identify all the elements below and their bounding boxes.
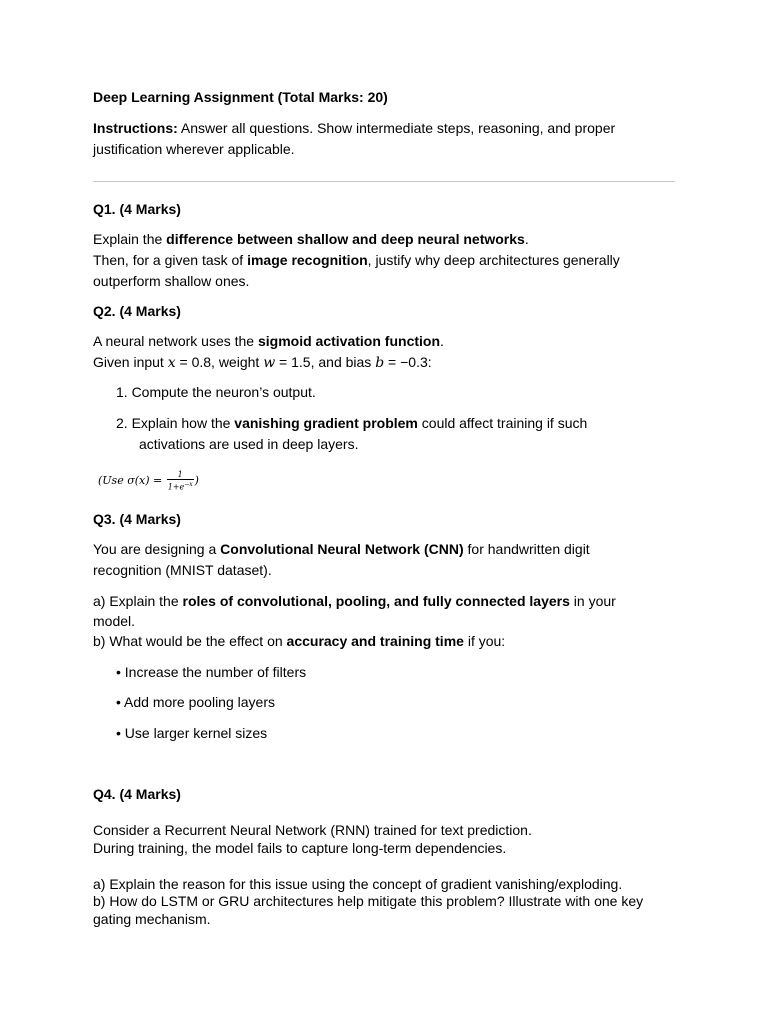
q3-bullet: • Add more pooling layers xyxy=(116,694,275,710)
q4-line-1: Consider a Recurrent Neural Network (RNN) trained for text prediction. xyxy=(93,822,532,838)
q3-heading: Q3. (4 Marks) xyxy=(93,511,181,527)
instructions-line-2: justification wherever applicable. xyxy=(93,141,295,157)
q2-text: = 1.5, and bias xyxy=(275,354,376,370)
document-title: Deep Learning Assignment (Total Marks: 20) xyxy=(93,89,388,105)
q2-var-b: b xyxy=(375,355,385,371)
q1-text: , justify why deep architectures generally xyxy=(367,252,620,268)
q2-text: 2. Explain how the xyxy=(116,415,235,431)
q3-emphasis: roles of convolutional, pooling, and fully connected layers xyxy=(182,593,570,609)
instructions-line-1 xyxy=(93,118,615,138)
q2-var-w: w xyxy=(263,355,276,371)
q3-text: if you: xyxy=(463,633,506,649)
q2-text: . xyxy=(440,333,444,349)
q1-line-1 xyxy=(93,229,529,249)
q3-text: You are designing a xyxy=(93,541,221,557)
q3-text: in your xyxy=(569,593,616,609)
q2-emphasis: vanishing gradient problem xyxy=(234,415,418,431)
q1-emphasis: image recognition xyxy=(247,252,368,268)
formula-fraction xyxy=(167,470,194,492)
q4-part-a: a) Explain the reason for this issue using the concept of gradient vanishing/exploding. xyxy=(93,876,623,892)
q1-line-3: outperform shallow ones. xyxy=(93,273,250,289)
q3-text: b) What would be the effect on xyxy=(93,633,287,649)
q4-line-2: During training, the model fails to capture long-term dependencies. xyxy=(93,840,507,856)
q2-line-2 xyxy=(93,352,432,373)
q2-item-2 xyxy=(116,413,587,433)
q2-item-2-cont: activations are used in deep layers. xyxy=(139,436,359,452)
q3-part-b xyxy=(93,631,505,651)
formula-numerator: 1 xyxy=(167,470,194,480)
q4-heading: Q4. (4 Marks) xyxy=(93,786,181,802)
q2-item-1: 1. Compute the neuron’s output. xyxy=(116,384,316,400)
q3-bullet: • Use larger kernel sizes xyxy=(116,725,268,741)
instructions-label: Instructions: xyxy=(93,120,178,136)
formula-exponent: −x xyxy=(184,481,193,488)
section-divider xyxy=(93,181,675,182)
q3-text: a) Explain the xyxy=(93,593,183,609)
q2-heading: Q2. (4 Marks) xyxy=(93,303,181,319)
q1-emphasis: difference between shallow and deep neural networks xyxy=(166,231,525,247)
q1-heading: Q1. (4 Marks) xyxy=(93,201,181,217)
q4-part-b-cont: gating mechanism. xyxy=(93,911,211,927)
q3-text: for handwritten digit xyxy=(463,541,590,557)
q1-text: Explain the xyxy=(93,231,167,247)
instructions-text: Answer all questions. Show intermediate steps, reasoning, and proper xyxy=(177,120,616,136)
q1-text: . xyxy=(524,231,529,247)
sigmoid-formula xyxy=(98,470,199,492)
q1-text: Then, for a given task of xyxy=(93,252,248,268)
q1-line-2 xyxy=(93,250,620,270)
q2-emphasis: sigmoid activation function xyxy=(258,333,441,349)
q2-text: Given input xyxy=(93,354,168,370)
q3-emphasis: accuracy and training time xyxy=(286,633,464,649)
q3-emphasis: Convolutional Neural Network (CNN) xyxy=(220,541,464,557)
q2-line-1 xyxy=(93,331,444,351)
q3-part-a xyxy=(93,591,616,611)
formula-den-base: 1+e xyxy=(167,482,185,492)
formula-text: (Use σ(x) = xyxy=(98,473,166,487)
formula-text: ) xyxy=(194,473,199,487)
formula-denominator xyxy=(167,480,194,492)
q4-part-b: b) How do LSTM or GRU architectures help mitigate this problem? Illustrate with one key xyxy=(93,893,644,909)
q2-text: could affect training if such xyxy=(417,415,588,431)
q3-line-2: recognition (MNIST dataset). xyxy=(93,562,272,578)
q2-text: = 0.8, weight xyxy=(175,354,264,370)
q2-text: = −0.3: xyxy=(384,354,432,370)
q3-part-a-cont: model. xyxy=(93,613,136,629)
q2-text: A neural network uses the xyxy=(93,333,258,349)
q3-line-1 xyxy=(93,539,590,559)
q2-var-x: x xyxy=(167,355,176,371)
q3-bullet: • Increase the number of filters xyxy=(116,664,307,680)
